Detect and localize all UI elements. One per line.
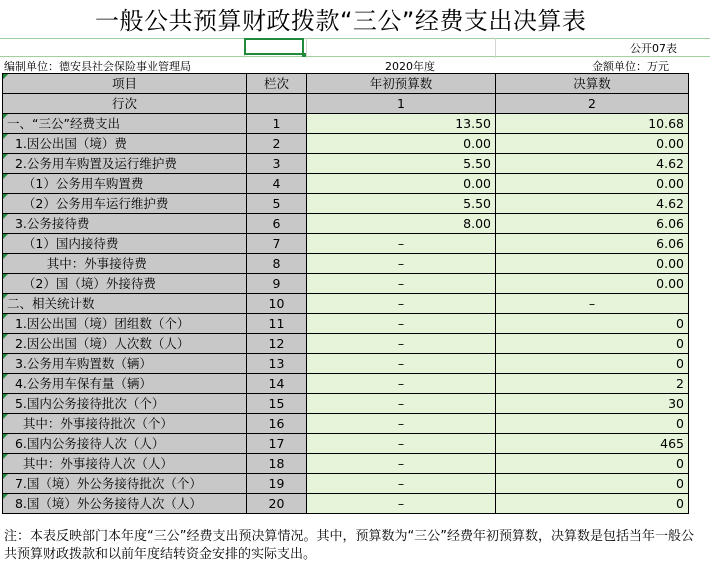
table-row [3, 274, 689, 294]
table-row [3, 454, 689, 474]
row-budget-value[interactable]: – [307, 294, 496, 314]
row-label[interactable]: 其中：外事接待人次（人） [3, 454, 247, 474]
subheader-row [3, 94, 689, 114]
row-final-value[interactable]: 0 [496, 454, 689, 474]
row-final-value[interactable]: 0.00 [496, 274, 689, 294]
row-budget-value[interactable]: – [307, 454, 496, 474]
row-column-number[interactable]: 5 [247, 194, 307, 214]
gridline [495, 38, 496, 58]
row-budget-value[interactable]: – [307, 414, 496, 434]
row-label[interactable]: 3.公务用车购置数（辆） [3, 354, 247, 374]
row-final-value[interactable]: 0 [496, 334, 689, 354]
gridline [306, 38, 307, 58]
row-column-number[interactable]: 17 [247, 434, 307, 454]
table-row [3, 214, 689, 234]
row-label[interactable]: （2）公务用车运行维护费 [3, 194, 247, 214]
table-row [3, 334, 689, 354]
table-row [3, 374, 689, 394]
subheader-budget[interactable]: 1 [307, 94, 496, 114]
row-column-number[interactable]: 9 [247, 274, 307, 294]
divider [0, 56, 710, 57]
row-label[interactable]: （2）国（境）外接待费 [3, 274, 247, 294]
subheader-col[interactable] [247, 94, 307, 114]
header-final[interactable]: 决算数 [496, 74, 689, 94]
table-row [3, 134, 689, 154]
row-final-value[interactable]: 465 [496, 434, 689, 454]
row-label[interactable]: 1.因公出国（境）费 [3, 134, 247, 154]
row-label[interactable]: 1.因公出国（境）团组数（个） [3, 314, 247, 334]
row-label[interactable]: 二、相关统计数 [3, 294, 247, 314]
row-label[interactable]: （1）国内接待费 [3, 234, 247, 254]
row-budget-value[interactable]: – [307, 254, 496, 274]
row-budget-value[interactable]: – [307, 394, 496, 414]
row-budget-value[interactable]: – [307, 334, 496, 354]
row-label[interactable]: 2.公务用车购置及运行维护费 [3, 154, 247, 174]
row-label[interactable]: 3.公务接待费 [3, 214, 247, 234]
header-row [3, 74, 689, 94]
row-final-value[interactable]: 0.00 [496, 254, 689, 274]
row-budget-value[interactable]: 13.50 [307, 114, 496, 134]
table-row [3, 154, 689, 174]
row-final-value[interactable]: 0 [496, 474, 689, 494]
row-label[interactable]: （1）公务用车购置费 [3, 174, 247, 194]
table-row [3, 434, 689, 454]
subheader-final[interactable]: 2 [496, 94, 689, 114]
row-column-number[interactable]: 6 [247, 214, 307, 234]
row-budget-value[interactable]: – [307, 314, 496, 334]
row-budget-value[interactable]: 5.50 [307, 194, 496, 214]
row-column-number[interactable]: 11 [247, 314, 307, 334]
row-budget-value[interactable]: 8.00 [307, 214, 496, 234]
row-label[interactable]: 其中：外事接待批次（个） [3, 414, 247, 434]
row-column-number[interactable]: 13 [247, 354, 307, 374]
table-row [3, 254, 689, 274]
row-column-number[interactable]: 4 [247, 174, 307, 194]
row-final-value[interactable]: 0 [496, 354, 689, 374]
report-year: 2020年度 [385, 60, 435, 73]
row-final-value[interactable]: 4.62 [496, 194, 689, 214]
header-col[interactable]: 栏次 [247, 74, 307, 94]
selected-cell[interactable] [244, 38, 304, 55]
table-row [3, 234, 689, 254]
fill-handle[interactable] [302, 53, 306, 57]
row-budget-value[interactable]: – [307, 434, 496, 454]
divider [0, 38, 710, 39]
row-label[interactable]: 7.国（境）外公务接待批次（个） [3, 474, 247, 494]
row-column-number[interactable]: 14 [247, 374, 307, 394]
row-label[interactable]: 8.国（境）外公务接待人次（人） [3, 494, 247, 514]
row-budget-value[interactable]: – [307, 474, 496, 494]
table-row [3, 314, 689, 334]
row-budget-value[interactable]: – [307, 234, 496, 254]
row-column-number[interactable]: 7 [247, 234, 307, 254]
row-final-value[interactable]: 0.00 [496, 174, 689, 194]
row-column-number[interactable]: 15 [247, 394, 307, 414]
row-column-number[interactable]: 20 [247, 494, 307, 514]
row-budget-value[interactable]: – [307, 354, 496, 374]
row-budget-value[interactable]: 5.50 [307, 154, 496, 174]
row-final-value[interactable]: 4.62 [496, 154, 689, 174]
expenditure-table [2, 73, 689, 514]
row-label[interactable]: 5.国内公务接待批次（个） [3, 394, 247, 414]
table-row [3, 414, 689, 434]
row-final-value[interactable]: 0 [496, 494, 689, 514]
table-row [3, 394, 689, 414]
report-title: 一般公共预算财政拨款“三公”经费支出决算表 [95, 7, 587, 35]
table-row [3, 114, 689, 134]
row-final-value[interactable]: 10.68 [496, 114, 689, 134]
row-label[interactable]: 其中：外事接待费 [3, 254, 247, 274]
table-row [3, 474, 689, 494]
row-budget-value[interactable]: – [307, 374, 496, 394]
row-budget-value[interactable]: 0.00 [307, 174, 496, 194]
row-column-number[interactable]: 10 [247, 294, 307, 314]
row-final-value[interactable]: 0.00 [496, 134, 689, 154]
row-final-value[interactable]: 30 [496, 394, 689, 414]
row-final-value[interactable]: 0 [496, 314, 689, 334]
row-final-value[interactable]: 6.06 [496, 214, 689, 234]
form-code: 公开07表 [630, 42, 677, 55]
row-column-number[interactable]: 18 [247, 454, 307, 474]
compiling-unit: 编制单位：德安县社会保险事业管理局 [4, 60, 191, 73]
row-column-number[interactable]: 19 [247, 474, 307, 494]
row-label[interactable]: 2.因公出国（境）人次数（人） [3, 334, 247, 354]
row-column-number[interactable]: 2 [247, 134, 307, 154]
header-budget[interactable]: 年初预算数 [307, 74, 496, 94]
row-budget-value[interactable]: – [307, 274, 496, 294]
table-row [3, 174, 689, 194]
row-final-value[interactable]: 2 [496, 374, 689, 394]
table-row [3, 294, 689, 314]
footnote: 注：本表反映部门本年度“三公”经费支出预决算情况。其中，预算数为“三公”经费年初预算数，决算数是包括当年一般公共预算财政拨款和以前年度结转资金安排的实际支出。 [4, 529, 694, 562]
table-row [3, 354, 689, 374]
table-row [3, 494, 689, 514]
row-label[interactable]: 6.国内公务接待人次（人） [3, 434, 247, 454]
row-label[interactable]: 4.公务用车保有量（辆） [3, 374, 247, 394]
subheader-item[interactable]: 行次 [3, 94, 247, 114]
row-column-number[interactable]: 16 [247, 414, 307, 434]
row-label[interactable]: 一、“三公”经费支出 [3, 114, 247, 134]
row-column-number[interactable]: 1 [247, 114, 307, 134]
header-item[interactable]: 项目 [3, 74, 247, 94]
row-budget-value[interactable]: 0.00 [307, 134, 496, 154]
row-column-number[interactable]: 12 [247, 334, 307, 354]
row-final-value[interactable]: 6.06 [496, 234, 689, 254]
row-final-value[interactable]: 0 [496, 414, 689, 434]
currency-unit: 金额单位：万元 [592, 60, 669, 73]
row-final-value[interactable]: – [496, 294, 689, 314]
table-row [3, 194, 689, 214]
row-budget-value[interactable]: – [307, 494, 496, 514]
row-column-number[interactable]: 8 [247, 254, 307, 274]
row-column-number[interactable]: 3 [247, 154, 307, 174]
